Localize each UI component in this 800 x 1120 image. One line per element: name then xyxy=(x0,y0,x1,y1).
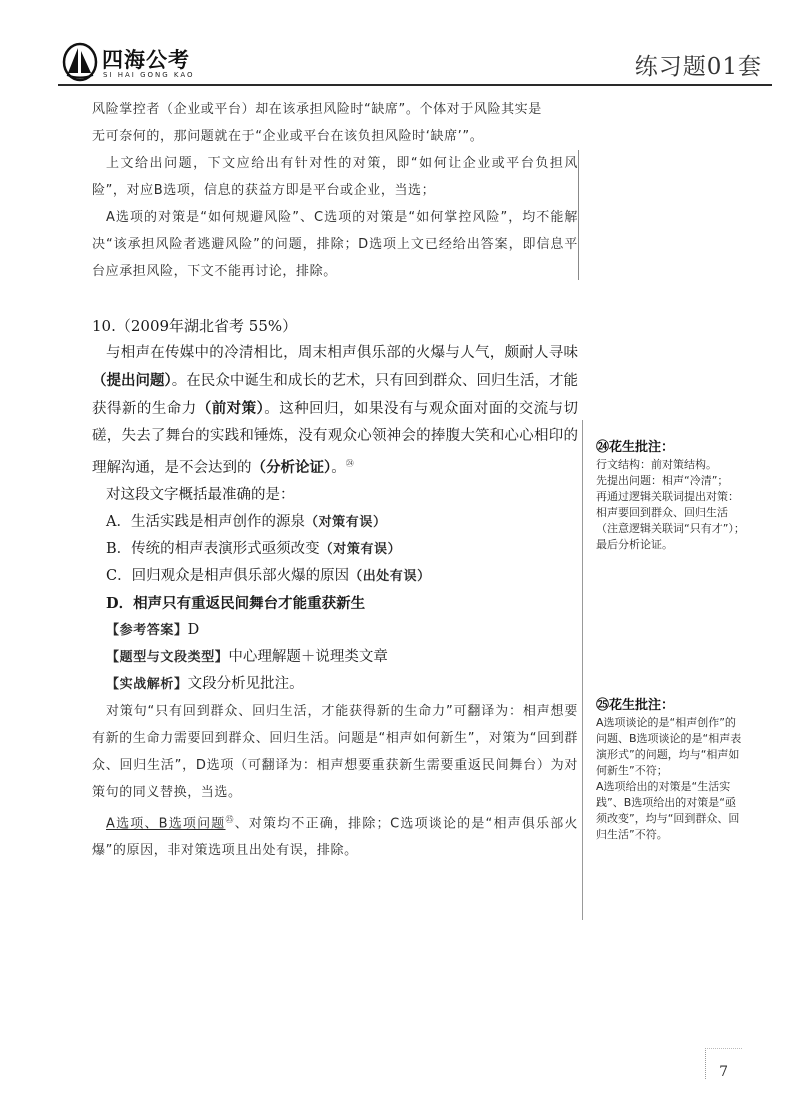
tag-problem: （提出问题） xyxy=(92,372,172,389)
side-note-25-line: A选项给出的对策是“生活实践”、B选项给出的对策是“亟须改变”，均与“回到群众、回归生活”不符。 xyxy=(596,780,740,841)
prev-paragraph-3: A选项的对策是“如何规避风险”、C选项的对策是“如何掌控风险”，均不能解决“该承担风险者逃避风险”的问题，排除；D选项上文已经给出答案，即信息平台应承担风险，下文不能再讨论，排除。 xyxy=(92,210,578,279)
option-c-text: C．回归观众是相声俱乐部火爆的原因 xyxy=(106,567,350,584)
margin-bar-notes xyxy=(582,420,583,920)
header-divider xyxy=(58,84,772,86)
analysis-line xyxy=(92,671,578,698)
exercise-set-title: 练习题01套 xyxy=(634,54,762,80)
question-prompt: 对这段文字概括最准确的是： xyxy=(106,486,295,503)
question-title: 10.（2009年湖北省考 55%） xyxy=(92,317,298,335)
option-b-tag: （对策有误） xyxy=(319,541,402,557)
option-b-text: B．传统的相声表演形式亟须改变 xyxy=(106,540,320,557)
side-note-24-title: ㉔花生批注： xyxy=(596,440,675,455)
passage-sentence-4: 。 xyxy=(331,459,346,476)
question-passage xyxy=(92,340,578,482)
brand-pinyin: SI HAI GONG KAO xyxy=(103,71,195,79)
option-a-text: A．生活实践是相声创作的源泉 xyxy=(106,513,305,530)
tag-analysis: （分析论证） xyxy=(251,458,332,476)
side-note-24-line: 行文结构：前对策结构。 xyxy=(596,458,717,471)
tag-countermeasure: （前对策） xyxy=(196,400,265,417)
option-d-text: D．相声只有重返民间舞台才能重获新生 xyxy=(106,594,366,612)
option-b xyxy=(92,536,578,563)
explanation-rest: 、对策均不正确，排除；C选项谈论的是“相声俱乐部火爆”的原因，非对策选项且出处有误，排除。 xyxy=(92,816,578,859)
option-c-tag: （出处有误） xyxy=(349,568,431,584)
side-note-24-line: 再通过逻辑关联词提出对策：相声要回到群众、回归生活（注意逻辑关联词“只有才”）； xyxy=(596,490,745,535)
type-value: 中心理解题＋说理类文章 xyxy=(228,648,388,665)
page-number: 7 xyxy=(719,1064,728,1080)
side-note-25-line: A选项谈论的是“相声创作”的问题、B选项谈论的是“相声表演形式”的问题，均与“相声如何新生”不符； xyxy=(596,716,742,777)
brand-name: 四海公考 xyxy=(102,48,190,72)
answer-value: D xyxy=(187,621,200,638)
type-label: 【题型与文段类型】 xyxy=(106,649,229,665)
main-content xyxy=(92,96,578,864)
option-a-tag: （对策有误） xyxy=(304,514,387,530)
prev-line-2: 无可奈何的，那问题就在于“企业或平台在该负担风险时‘缺席’”。 xyxy=(92,129,484,144)
prev-line-1: 风险掌控者（企业或平台）却在该承担风险时“缺席”。个体对于风险其实是 xyxy=(92,102,542,117)
passage-sentence-2: 。在民众中诞生和成长的艺术，只有回到群众、回归生活，才能获得新的生命力 xyxy=(92,373,578,417)
side-note-25 xyxy=(596,698,746,843)
side-note-25-title: ㉕花生批注： xyxy=(596,698,675,713)
answer-label: 【参考答案】 xyxy=(106,622,188,638)
analysis-label: 【实战解析】 xyxy=(106,676,188,692)
explanation-paragraph-2 xyxy=(92,806,578,864)
option-d xyxy=(92,590,578,617)
option-c xyxy=(92,563,578,590)
side-note-24-line: 最后分析论证。 xyxy=(596,538,673,551)
analysis-value: 文段分析见批注。 xyxy=(187,675,304,692)
option-a xyxy=(92,509,578,536)
side-note-24-line: 先提出问题：相声“冷清”； xyxy=(596,474,729,487)
brand-logo xyxy=(62,42,252,86)
explanation-paragraph-1: 对策句“只有回到群众、回归生活，才能获得新的生命力”可翻译为：相声想要有新的生命力需要回到群众、回归生活。问题是“相声如何新生”，对策为“回到群众、回归生活”，D选项（可翻译为：相声想要重获新生需要重返民间舞台）为对策句的同义替换，当选。 xyxy=(92,703,578,800)
prev-paragraph-2: 上文给出问题，下文应给出有针对性的对策，即“如何让企业或平台负担风险”，对应B选项，信息的获益方即是平台或企业，当选； xyxy=(92,156,578,198)
passage-sentence-1: 与相声在传媒中的冷清相比，周末相声俱乐部的火爆与人气，颇耐人寻味 xyxy=(106,345,578,361)
annotation-marker-24: ㉔ xyxy=(345,459,354,468)
type-line xyxy=(92,644,578,671)
margin-bar-top xyxy=(578,150,579,280)
annotation-marker-25: ㉕ xyxy=(225,814,235,824)
side-note-24 xyxy=(596,440,746,553)
passage-sentence-3: 。这种回归，如果没有与观众面对面的交流与切磋，失去了舞台的实践和锤炼，没有观众心领神会的捧腹大笑和心心相印的理解沟通，是不会达到的 xyxy=(92,401,579,476)
sailboat-logo-icon xyxy=(62,42,98,82)
answer-line xyxy=(92,617,578,644)
explanation-underlined: A选项、B选项问题 xyxy=(106,816,226,832)
